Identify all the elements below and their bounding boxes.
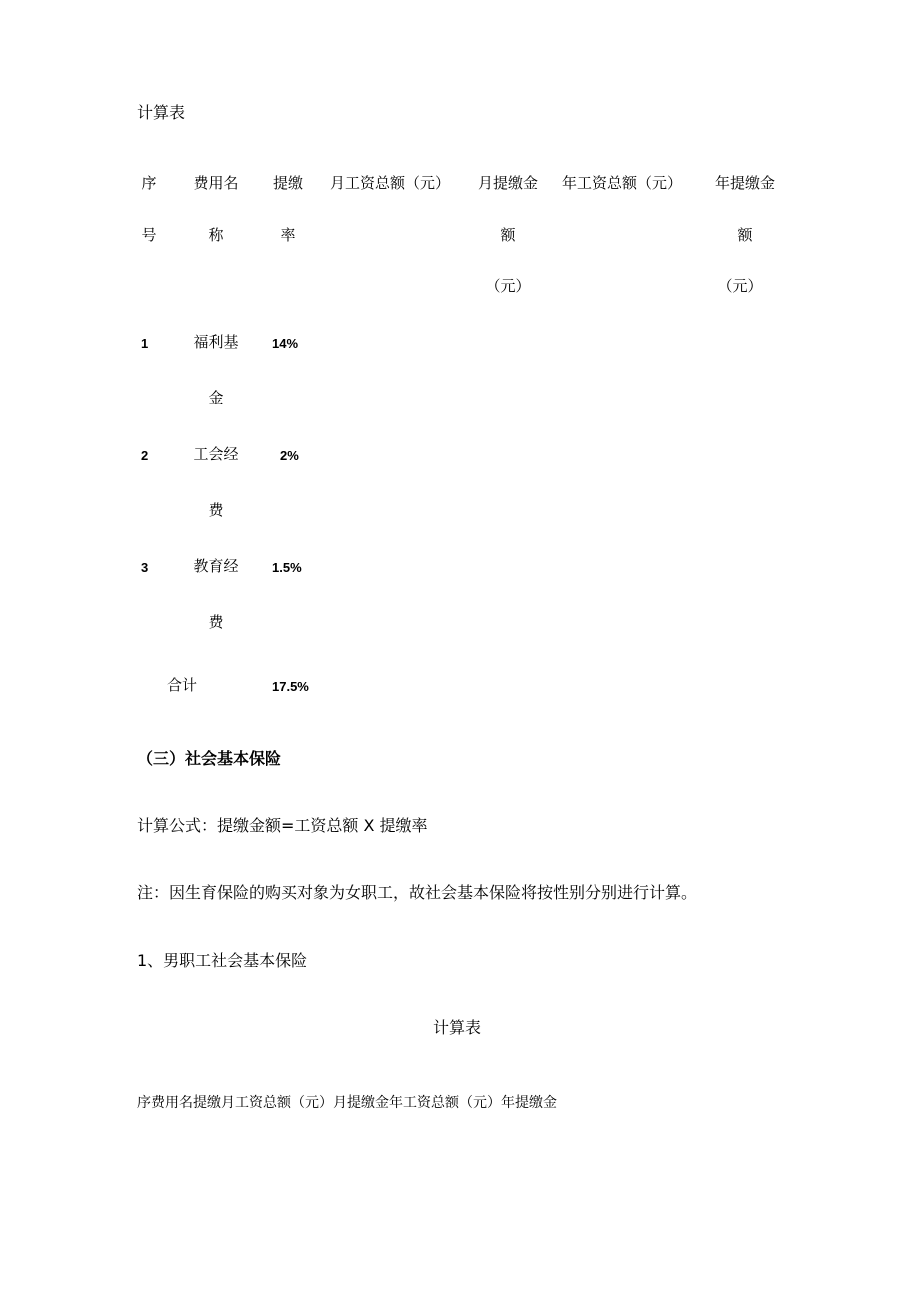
table2-header-line: 序费用名提缴月工资总额（元）月提缴金年工资总额（元）年提缴金 bbox=[137, 1095, 557, 1111]
row-name-line1: 教育经 bbox=[193, 557, 239, 575]
header-name-line2: 称 bbox=[208, 226, 224, 244]
header-month-amount-line3: （元） bbox=[485, 277, 531, 295]
header-seq-line1: 序 bbox=[141, 174, 157, 192]
row-name-line2: 费 bbox=[208, 613, 224, 631]
row-name-line1: 工会经 bbox=[193, 445, 239, 463]
row-name-line2: 费 bbox=[208, 501, 224, 519]
row-seq: 3 bbox=[141, 560, 149, 575]
header-rate-line2: 率 bbox=[280, 226, 296, 244]
row-seq: 2 bbox=[141, 448, 149, 463]
formula-text: 计算公式：提缴金额=工资总额 X 提缴率 bbox=[137, 816, 428, 835]
total-label: 合计 bbox=[167, 676, 198, 694]
header-name-line1: 费用名 bbox=[193, 174, 239, 192]
header-month-amount-line2: 额 bbox=[500, 226, 516, 244]
header-seq-line2: 号 bbox=[141, 226, 157, 244]
header-year-amount-line2: 额 bbox=[737, 226, 753, 244]
table1-title: 计算表 bbox=[137, 103, 186, 122]
subheading: 1、男职工社会基本保险 bbox=[137, 951, 308, 970]
header-month-total: 月工资总额（元） bbox=[329, 174, 451, 192]
row-name-line2: 金 bbox=[208, 389, 224, 407]
row-seq: 1 bbox=[141, 336, 149, 351]
table2-title: 计算表 bbox=[433, 1018, 482, 1037]
header-year-total: 年工资总额（元） bbox=[561, 174, 683, 192]
row-rate: 2% bbox=[280, 448, 299, 463]
row-rate: 1.5% bbox=[272, 560, 302, 575]
header-year-amount-line3: （元） bbox=[717, 277, 763, 295]
row-rate: 14% bbox=[272, 336, 299, 351]
note-text: 注：因生育保险的购买对象为女职工，故社会基本保险将按性别分别进行计算。 bbox=[137, 883, 698, 902]
header-rate-line1: 提缴 bbox=[272, 174, 304, 192]
header-year-amount-line1: 年提缴金 bbox=[714, 174, 776, 192]
total-rate: 17.5% bbox=[272, 679, 309, 694]
row-name-line1: 福利基 bbox=[193, 333, 239, 351]
section-heading: （三）社会基本保险 bbox=[137, 749, 282, 768]
header-month-amount-line1: 月提缴金 bbox=[477, 174, 539, 192]
